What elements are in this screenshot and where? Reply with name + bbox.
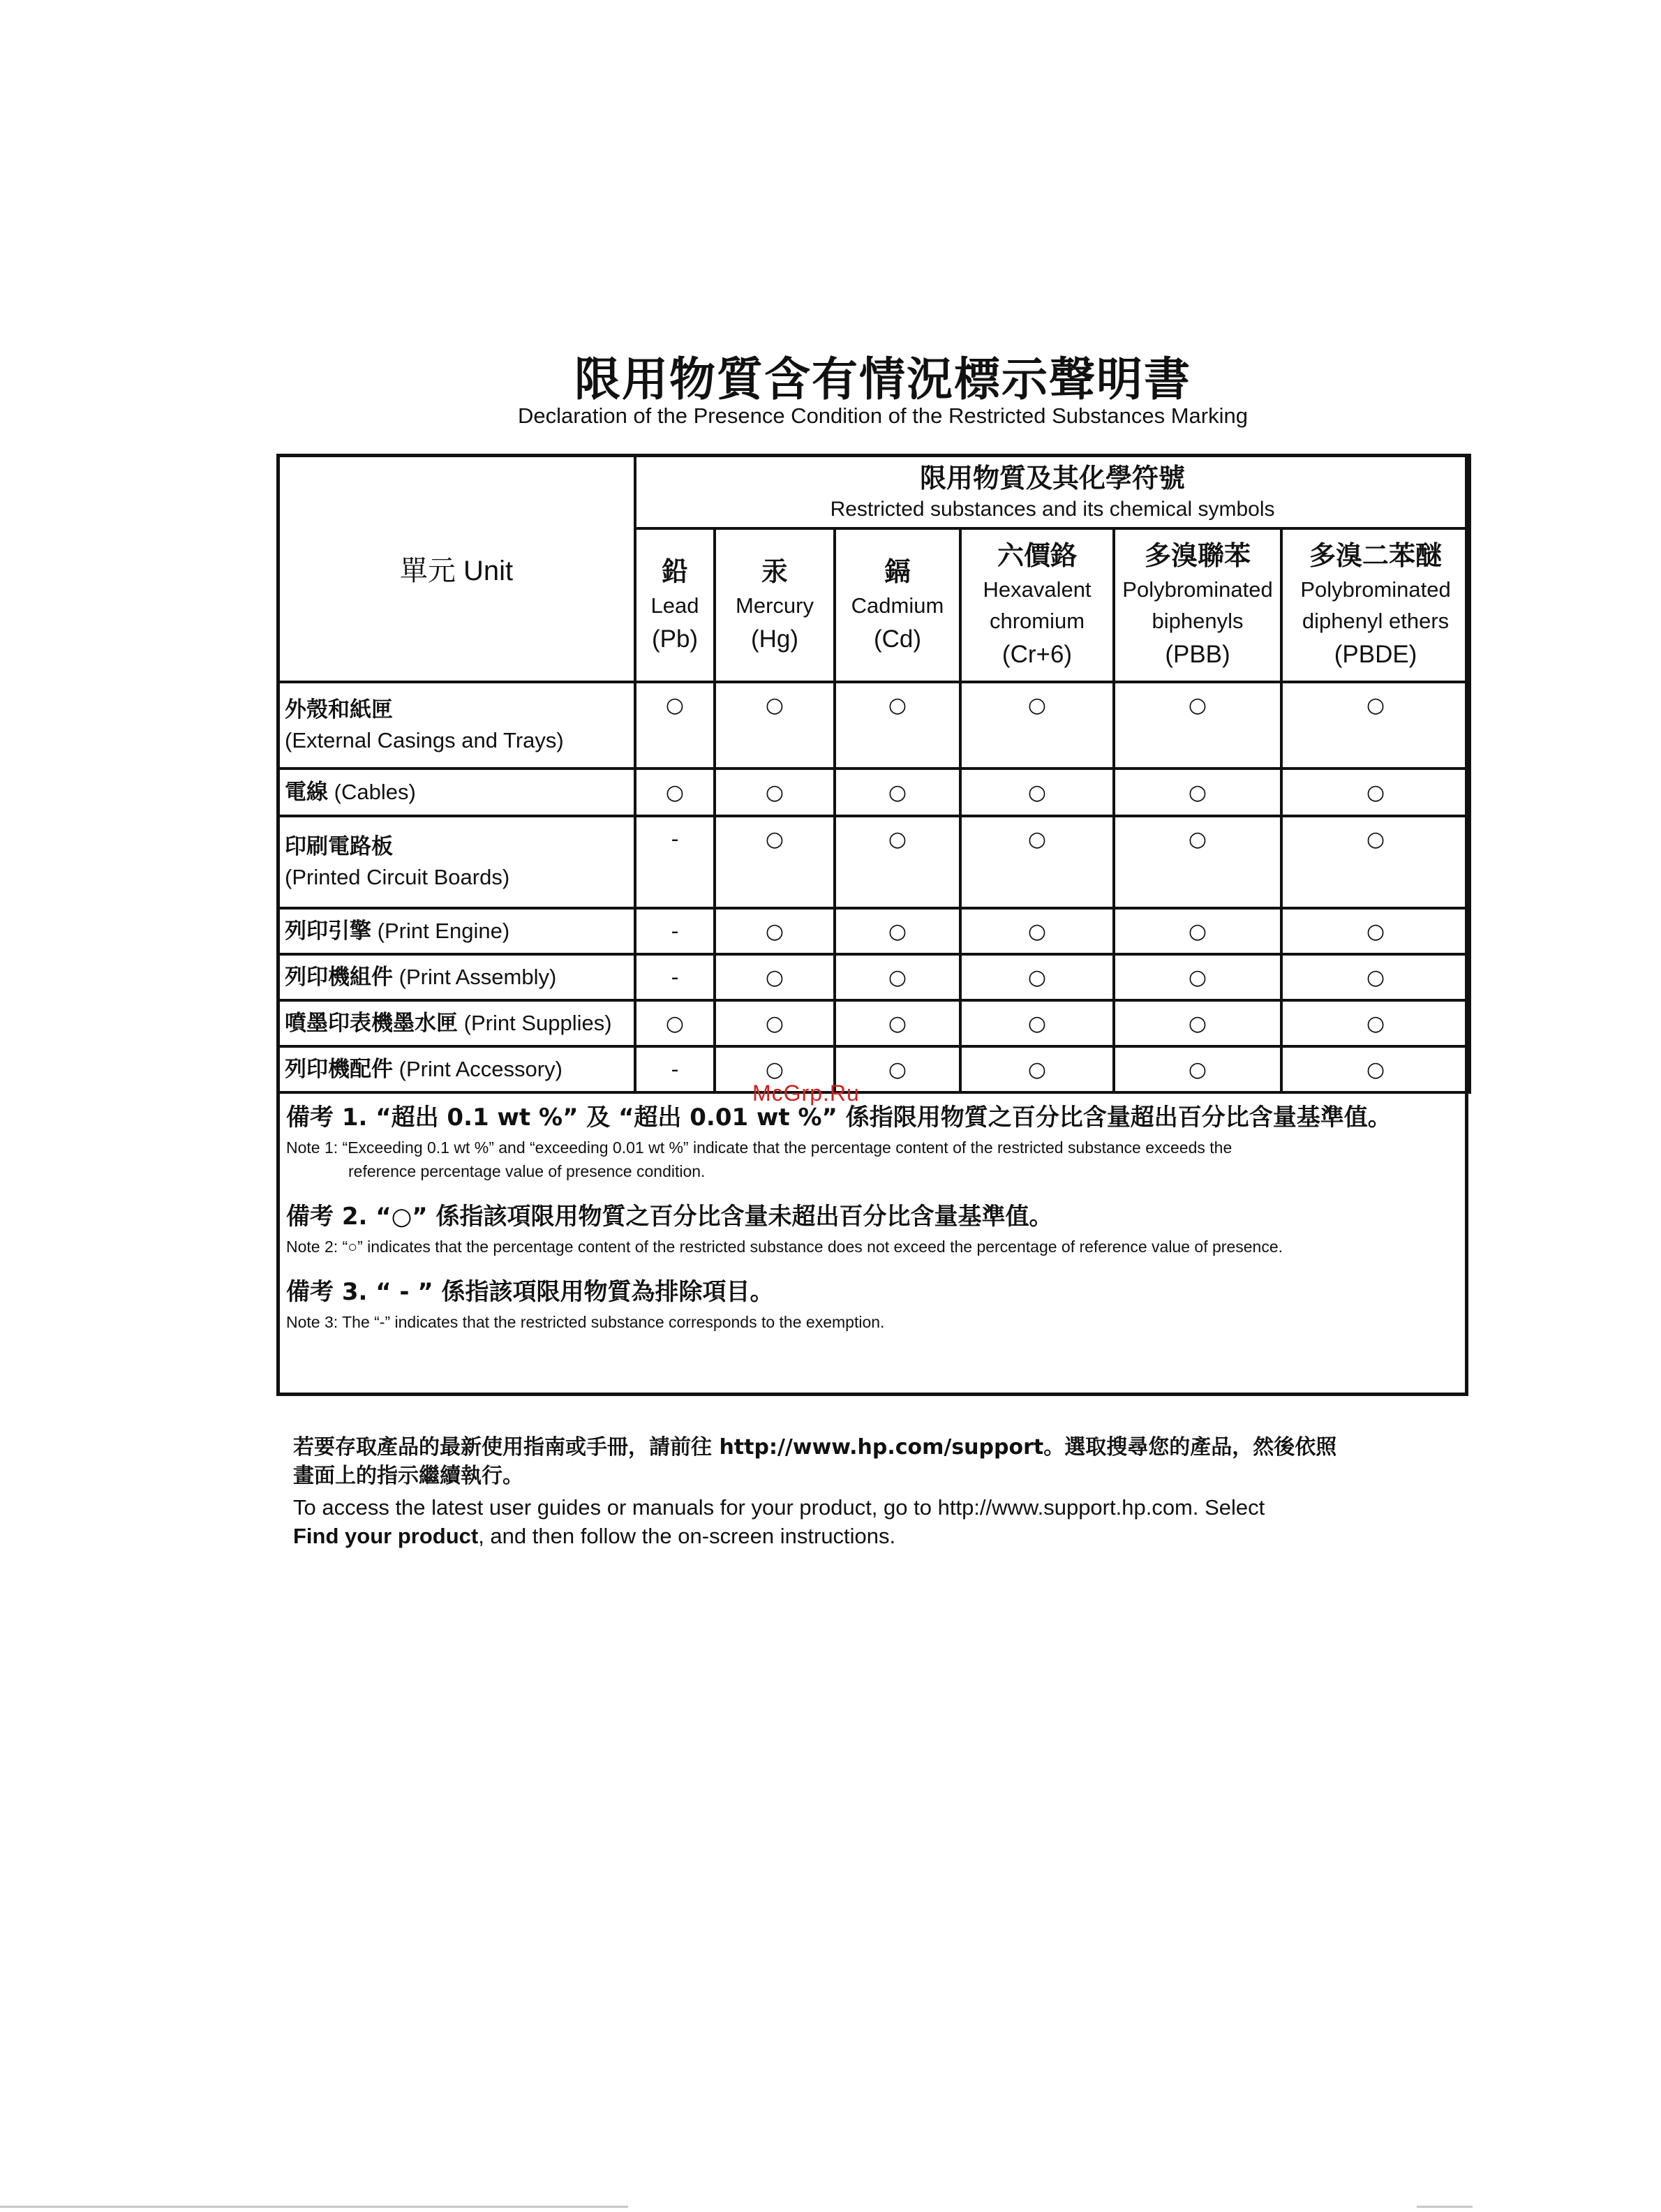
table-cell: ○ — [1114, 954, 1281, 1000]
table-cell: ○ — [835, 1046, 960, 1092]
table-cell: ○ — [1114, 908, 1281, 954]
row-label-en: (External Casings and Trays) — [285, 728, 564, 752]
watermark: McGrp.Ru — [752, 1081, 860, 1106]
substance-zh-5: 多溴二苯醚 — [1309, 540, 1443, 571]
substance-symbol-3: (Cr+6) — [1001, 641, 1073, 668]
substances-group-header-zh: 限用物質及其化學符號 — [920, 462, 1186, 493]
footer-en-line-1: To access the latest user guides or manuals for your product, go to http://www.support.hp.com. Select — [293, 1495, 1265, 1520]
table-cell: ○ — [1114, 682, 1281, 769]
table-cell: ○ — [635, 682, 715, 769]
substance-zh-4: 多溴聯苯 — [1144, 540, 1251, 571]
table-cell: ○ — [835, 908, 960, 954]
footer-en-line-2: , and then follow the on-screen instructions. — [478, 1524, 896, 1548]
substance-symbol-0: (Pb) — [651, 625, 699, 653]
substance-zh-0: 鉛 — [661, 556, 688, 587]
table-cell: ○ — [1281, 1000, 1470, 1046]
table-cell: ○ — [835, 1000, 960, 1046]
table-cell: ○ — [715, 1046, 835, 1092]
substances-group-header-en: Restricted substances and its chemical symbols — [830, 497, 1275, 521]
table-cell: ○ — [1281, 816, 1470, 908]
scan-edge-line-right — [1417, 2206, 1473, 2208]
note-2 — [286, 1198, 1459, 1259]
table-cell: ○ — [715, 1000, 835, 1046]
table-cell: ○ — [1281, 1046, 1470, 1092]
substance-en-1: Mercury — [736, 593, 814, 618]
table-cell: ○ — [1114, 816, 1281, 908]
row-label-en: (Print Engine) — [377, 919, 510, 943]
table-cell: ○ — [715, 682, 835, 769]
table-cell: - — [635, 1046, 715, 1092]
table-cell: ○ — [715, 954, 835, 1000]
substance-en-2: Cadmium — [851, 593, 944, 618]
table-cell: ○ — [960, 1000, 1114, 1046]
table-cell: ○ — [960, 1046, 1114, 1092]
substance-zh-2: 鎘 — [884, 556, 911, 587]
find-your-product-label: Find your product — [293, 1524, 479, 1548]
note-1-en-line-1: Note 1: “Exceeding 0.1 wt %” and “exceeding 0.01 wt %” indicate that the percentage content of the restricted substance exceeds the — [286, 1138, 1232, 1157]
notes-section — [286, 1099, 1459, 1349]
table-cell: ○ — [960, 682, 1114, 769]
scan-edge-line-left — [0, 2206, 628, 2208]
substance-en-0: Lead — [650, 593, 699, 618]
table-cell: ○ — [835, 769, 960, 816]
note-1 — [286, 1099, 1459, 1183]
table-cell: ○ — [960, 908, 1114, 954]
substance-en-4: Polybrominated biphenyls — [1122, 577, 1273, 633]
substance-zh-1: 汞 — [761, 556, 788, 587]
table-cell: ○ — [835, 682, 960, 769]
footer-zh-line-1: 若要存取產品的最新使用指南或手冊，請前往 http://www.hp.com/support。選取搜尋您的產品，然後依照 — [293, 1435, 1337, 1460]
page-title: 限用物質含有情況標示聲明書 — [574, 352, 1191, 406]
substance-symbol-4: (PBB) — [1165, 641, 1230, 668]
note-1-zh: 備考 1. “超出 0.1 wt %” 及 “超出 0.01 wt %” 係指限用物質之百分比含量超出百分比含量基準值。 — [286, 1104, 1392, 1131]
table-cell: - — [635, 816, 715, 908]
substance-symbol-1: (Hg) — [750, 625, 799, 653]
substance-en-3: Hexavalent chromium — [983, 577, 1092, 633]
table-cell: - — [635, 908, 715, 954]
table-cell: ○ — [635, 1000, 715, 1046]
table-cell: ○ — [1114, 1046, 1281, 1092]
row-label-zh: 印刷電路板 — [285, 834, 393, 859]
row-label-zh: 列印機組件 — [285, 965, 393, 990]
row-label-en: (Print Supplies) — [463, 1011, 612, 1035]
unit-header: 單元 Unit — [278, 455, 635, 682]
row-label-en: (Print Assembly) — [399, 965, 557, 989]
page-subtitle: Declaration of the Presence Condition of the Restricted Substances Marking — [518, 403, 1248, 428]
footer-zh-line-2: 畫面上的指示繼續執行。 — [293, 1464, 523, 1488]
table-cell: ○ — [1281, 682, 1470, 769]
table-cell: ○ — [715, 816, 835, 908]
note-3-en: Note 3: The “-” indicates that the restricted substance corresponds to the exemption. — [286, 1313, 885, 1331]
note-1-en — [286, 1136, 1459, 1183]
table-cell: ○ — [1281, 954, 1470, 1000]
note-2-zh: 備考 2. “○” 係指該項限用物質之百分比含量未超出百分比含量基準值。 — [286, 1203, 1053, 1231]
row-label-en: (Printed Circuit Boards) — [285, 865, 510, 889]
table-cell: ○ — [835, 954, 960, 1000]
row-label-en: (Cables) — [334, 780, 416, 804]
substance-symbol-2: (Cd) — [873, 625, 922, 653]
table-cell: ○ — [960, 816, 1114, 908]
row-label-zh: 噴墨印表機墨水匣 — [285, 1011, 458, 1036]
table-cell: ○ — [960, 769, 1114, 816]
table-cell: ○ — [960, 954, 1114, 1000]
row-label-zh: 列印引擎 — [285, 919, 371, 944]
row-label-en: (Print Accessory) — [399, 1057, 563, 1081]
table-cell: ○ — [715, 769, 835, 816]
note-3 — [286, 1274, 1459, 1334]
table-cell: ○ — [1281, 908, 1470, 954]
table-cell: ○ — [1114, 769, 1281, 816]
table-cell: - — [635, 954, 715, 1000]
row-label-zh: 列印機配件 — [285, 1057, 393, 1082]
row-label-zh: 外殼和紙匣 — [285, 697, 393, 722]
note-2-en: Note 2: “○” indicates that the percentage content of the restricted substance does not exceed the percentage of reference value of presence. — [286, 1238, 1283, 1256]
table-cell: ○ — [715, 908, 835, 954]
table-cell: ○ — [835, 816, 960, 908]
substance-en-5: Polybrominated diphenyl ethers — [1300, 577, 1451, 633]
table-cell: ○ — [1114, 1000, 1281, 1046]
row-label-zh: 電線 — [285, 780, 328, 805]
support-footer — [293, 1433, 1466, 1550]
table-cell: ○ — [1281, 769, 1470, 816]
note-1-en-line-2: reference percentage value of presence condition. — [348, 1162, 706, 1180]
substance-symbol-5: (PBDE) — [1334, 641, 1417, 668]
note-3-zh: 備考 3. “ - ” 係指該項限用物質為排除項目。 — [286, 1278, 774, 1306]
substance-zh-3: 六價鉻 — [997, 540, 1077, 571]
table-cell: ○ — [635, 769, 715, 816]
footer-en — [293, 1493, 1466, 1550]
